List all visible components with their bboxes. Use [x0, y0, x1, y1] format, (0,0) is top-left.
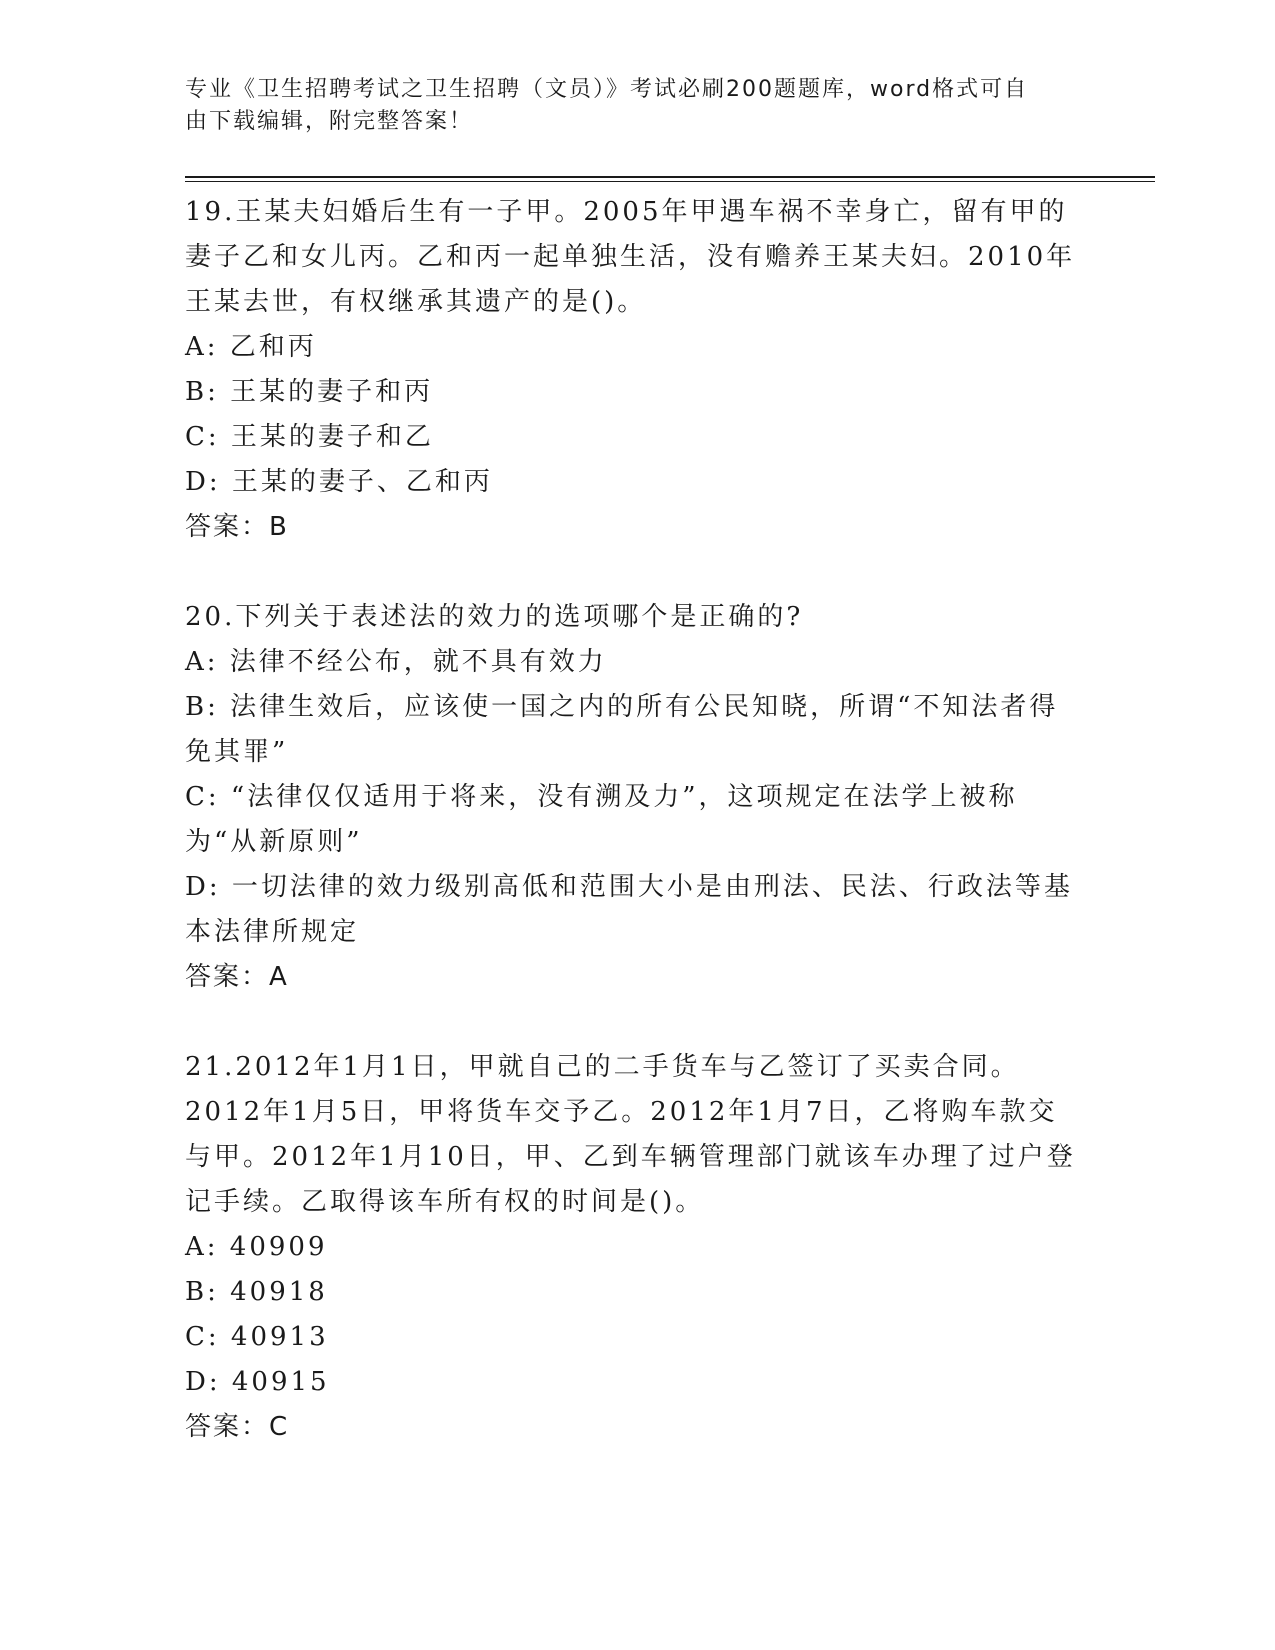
- option-b: B: 40918: [185, 1277, 328, 1307]
- option-d: D: 一切法律的效力级别高低和范围大小是由刑法、民法、行政法等基本法律所规定: [185, 872, 1073, 947]
- answer-line: 答案：A: [185, 962, 289, 992]
- option-c: C: 王某的妻子和乙: [185, 422, 434, 452]
- option-c: C: 40913: [185, 1322, 329, 1352]
- option-a: A: 40909: [185, 1232, 328, 1262]
- option-a: A: 法律不经公布，就不具有效力: [185, 647, 607, 677]
- question-stem: 21.2012年1月1日，甲就自己的二手货车与乙签订了买卖合同。2012年1月5日，甲将货车交予乙。2012年1月7日，乙将购车款交与甲。2012年1月10日，甲、乙到车辆管理部门就该车办理了过户登记手续。乙取得该车所有权的时间是()。: [185, 1052, 1076, 1217]
- header-divider-thin: [185, 181, 1155, 182]
- option-c: C: “法律仅仅适用于将来，没有溯及力”，这项规定在法学上被称为“从新原则”: [185, 782, 1018, 857]
- option-a: A: 乙和丙: [185, 332, 317, 362]
- question-21: [185, 1045, 1085, 1450]
- header-line-1: 专业《卫生招聘考试之卫生招聘（文员）》考试必刷200题题库，word格式可自: [185, 77, 1029, 102]
- question-20: [185, 595, 1085, 1000]
- answer-line: 答案：B: [185, 512, 289, 542]
- header-divider-thick: [185, 176, 1155, 178]
- option-d: D: 王某的妻子、乙和丙: [185, 467, 493, 497]
- question-19: [185, 190, 1085, 550]
- question-stem: 19.王某夫妇婚后生有一子甲。2005年甲遇车祸不幸身亡，留有甲的妻子乙和女儿丙。乙和丙一起单独生活，没有赡养王某夫妇。2010年王某去世，有权继承其遗产的是()。: [185, 197, 1076, 317]
- option-b: B: 法律生效后，应该使一国之内的所有公民知晓，所谓“不知法者得免其罪”: [185, 692, 1059, 767]
- question-stem: 20.下列关于表述法的效力的选项哪个是正确的?: [185, 602, 804, 632]
- document-header: [185, 74, 1065, 138]
- question-list: [185, 190, 1085, 1495]
- answer-line: 答案：C: [185, 1412, 290, 1442]
- option-d: D: 40915: [185, 1367, 330, 1397]
- option-b: B: 王某的妻子和丙: [185, 377, 434, 407]
- header-line-2: 由下载编辑，附完整答案！: [185, 109, 474, 134]
